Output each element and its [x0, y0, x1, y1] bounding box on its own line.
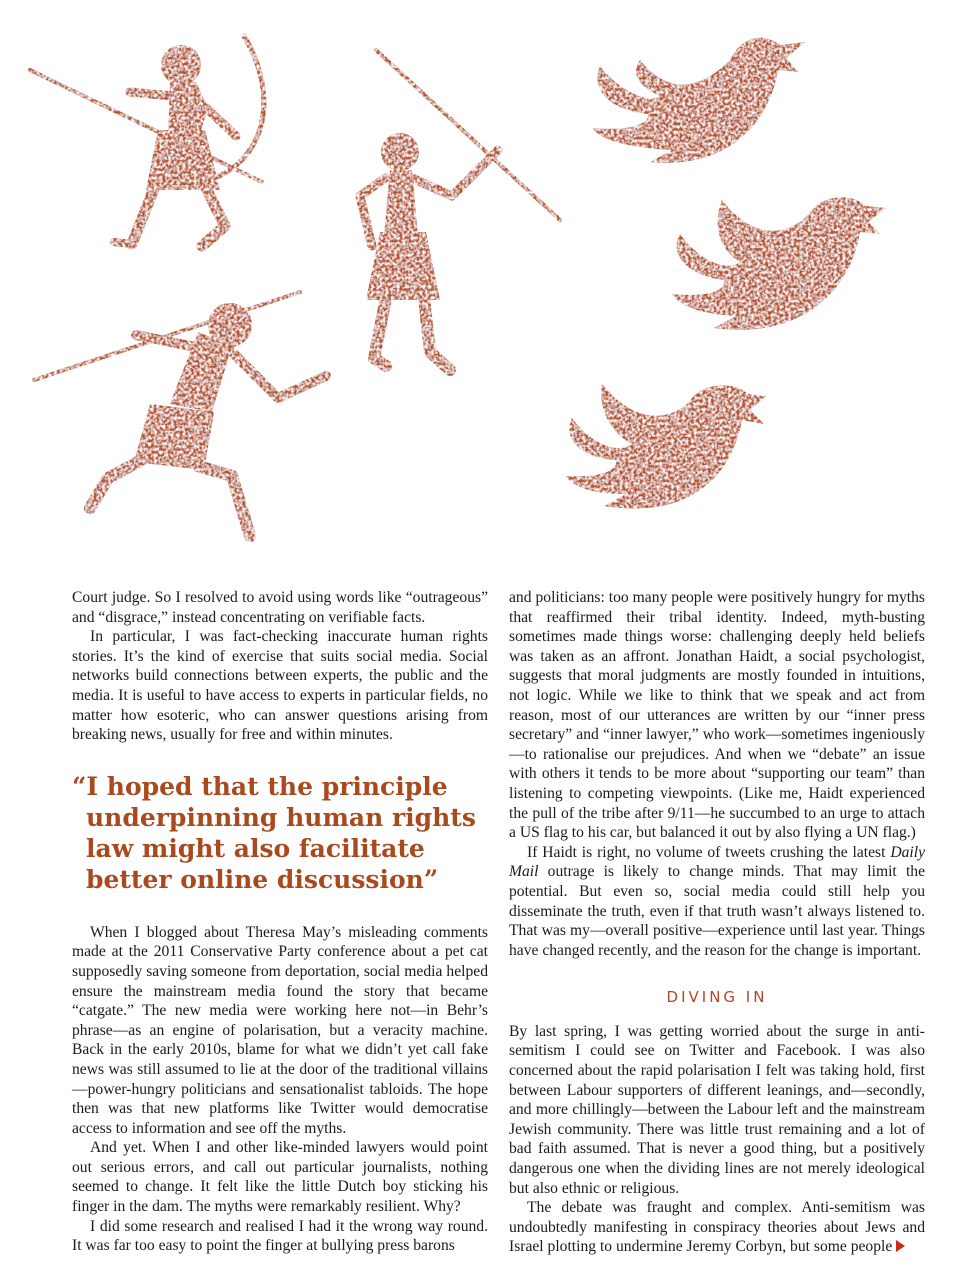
pull-quote: “I hoped that the principle underpinning human rights law might also facilitate better online discussion” — [72, 771, 476, 894]
body-paragraph: By last spring, I was getting worried about the surge in anti-semitism I could see on Twitter and Facebook. I was also concerned about the rapid polarisation I felt was taking hold, first between Labour supporters of different leanings, and—secondly, and more chillingly—between the Labour left and the mainstream Jewish community. There was little trust remaining and a lot of bad faith assumed. That is never a good thing, but a positively dangerous one when the dividing lines are not merely ideological but also ethnic or religious. — [509, 1022, 925, 1197]
bird-icon — [566, 384, 766, 509]
cave-painting-illustration — [0, 0, 979, 580]
body-paragraph: and politicians: too many people were positively hungry for myths that reaffirmed their tribal identity. Indeed, myth-busting sometimes made things worse: challenging deeply held beliefs was taken as an affront. Jonathan Haidt, a social psychologist, suggests that moral judgments are mostly founded in intuitions, not logic. While we like to think that we speak and act from reason, most of our utterances are written by our “inner press secretary” and “inner lawyer,” who work—sometimes ingeniously—to rationalise our prejudices. And when we “debate” an issue with others it tends to be more about “supporting our team” than listening to competing viewpoints. (Like me, Haidt experienced the pull of the tribe after 9/11—he succumbed to an urge to attach a US flag to his car, but balanced it out by also flying a UN flag.) — [509, 589, 925, 842]
section-subhead: DIVING IN — [666, 988, 768, 1007]
body-paragraph: In particular, I was fact-checking inaccurate human rights stories. It’s the kind of exercise that suits social media. Social networks build connections between experts, the public and the media. It is useful to have access to experts in particular fields, no matter how esoteric, who can answer questions arising from breaking news, usually for free and within minutes. — [72, 628, 488, 744]
body-paragraph: When I blogged about Theresa May’s misleading comments made at the 2011 Conservative Party conference about a pet cat supposedly saving someone from deportation, social media helped ensure the mainstream media found the story that became “catgate.” The new media were working here not—in Behr’s phrase—as an engine of polarisation, but a veracity machine. Back in the early 2010s, blame for what we didn’t yet call fake news was still assumed to lie at the door of the traditional villains—power-hungry politicians and sensationalist tabloids. The hope then was that new platforms like Twitter would democratise access to information and see off the myths. — [72, 923, 488, 1137]
body-paragraph: And yet. When I and other like-minded lawyers would point out serious errors, and call out particular journalists, nothing seemed to change. It felt like the little Dutch boy sticking his finger in the dam. The myths were remarkably resilient. Why? — [72, 1139, 488, 1216]
publication-name: Daily Mail — [509, 843, 925, 881]
archer-figure-icon — [30, 36, 264, 246]
body-text: The debate was fraught and complex. Anti-semitism was undoubtedly manifesting in conspiracy theories about Jews and Israel plotting to undermine Jeremy Corbyn, but some people — [509, 1199, 925, 1256]
body-paragraph — [509, 843, 925, 961]
bird-icon — [672, 197, 886, 330]
bird-icon — [592, 38, 805, 163]
left-column — [72, 588, 488, 1256]
body-paragraph — [509, 1198, 925, 1257]
body-paragraph: Court judge. So I resolved to avoid using words like “outrageous” and “disgrace,” instead concentrating on verifiable facts. — [72, 589, 488, 626]
body-paragraph: I did some research and realised I had it the wrong way round. It was far too easy to point the finger at bullying press barons — [72, 1217, 488, 1255]
spear-thrower-figure-icon — [360, 50, 560, 370]
body-text: outrage is likely to change minds. That may limit the potential. But even so, social media could still help you disseminate the truth, even if that truth wasn’t always listened to. That was my—overall positive—experience until last year. Things have changed recently, and the reason for the change is important. — [509, 863, 925, 959]
crouching-hunter-figure-icon — [34, 292, 326, 536]
body-text: If Haidt is right, no volume of tweets crushing the latest — [527, 843, 891, 861]
continue-arrow-icon — [896, 1240, 905, 1252]
right-column — [509, 588, 925, 1257]
